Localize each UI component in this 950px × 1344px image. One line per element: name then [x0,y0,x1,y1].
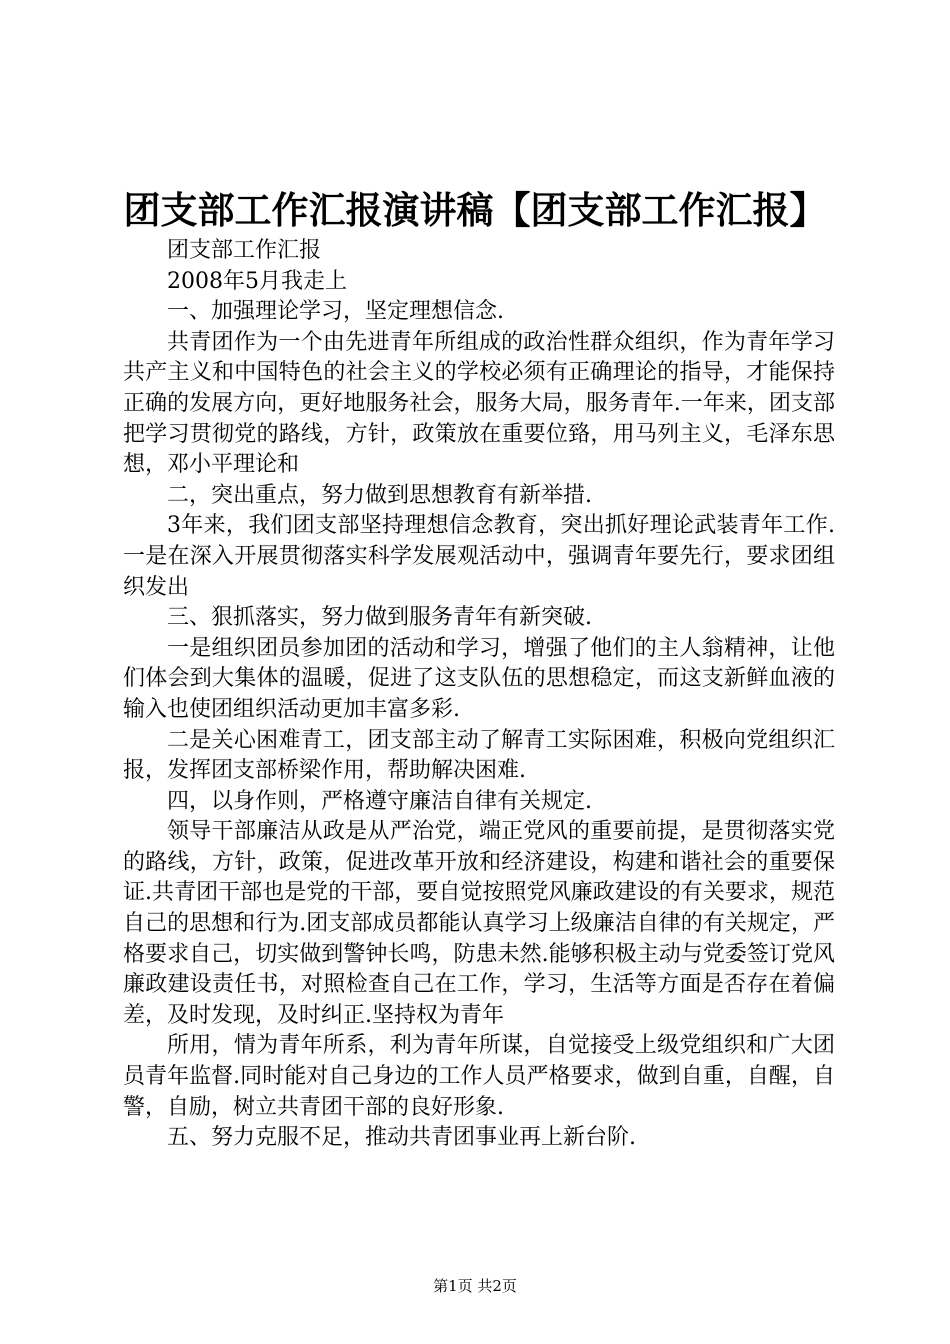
document-body [123,236,835,1154]
paragraph: 所用，情为青年所系，利为青年所谋，自觉接受上级党组织和广大团员青年监督.同时能对自己身边的工作人员严格要求，做到自重，自醒，自警，自励，树立共青团干部的良好形象. [123,1033,835,1120]
paragraph: 共青团作为一个由先进青年所组成的政治性群众组织，作为青年学习共产主义和中国特色的社会主义的学校必须有正确理论的指导，才能保持正确的发展方向，更好地服务社会，服务大局，服务青年.一年来，团支部把学习贯彻党的路线，方针，政策放在重要位臵，用马列主义，毛泽东思想，邓小平理论和 [123,329,835,478]
section-heading: 四，以身作则，严格遵守廉洁自律有关规定. [167,788,592,814]
paragraph: 一是组织团员参加团的活动和学习，增强了他们的主人翁精神，让他们体会到大集体的温暖，促进了这支队伍的思想稳定，而这支新鲜血液的输入也使团组织活动更加丰富多彩. [123,635,835,722]
paragraph: 2008年5月我走上 [167,268,347,294]
section-heading: 二，突出重点，努力做到思想教育有新举措. [167,482,592,508]
paragraph: 领导干部廉洁从政是从严治党，端正党风的重要前提，是贯彻落实党的路线，方针，政策，促进改革开放和经济建设，构建和谐社会的重要保证.共青团干部也是党的干部，要自觉按照党风廉政建设的有关要求，规范自己的思想和行为.团支部成员都能认真学习上级廉洁自律的有关规定，严格要求自己，切实做到警钟长鸣，防患未然.能够积极主动与党委签订党风廉政建设责任书，对照检查自己在工作，学习，生活等方面是否存在着偏差，及时发现，及时纠正.坚持权为青年 [123,819,835,1028]
page-number: 第1页 共2页 [433,1277,517,1295]
section-heading: 三、狠抓落实，努力做到服务青年有新突破. [167,605,592,631]
section-heading: 一、加强理论学习，坚定理想信念. [167,299,504,325]
paragraph: 二是关心困难青工，团支部主动了解青工实际困难，积极向党组织汇报，发挥团支部桥梁作用，帮助解决困难. [123,727,835,784]
paragraph: 3年来，我们团支部坚持理想信念教育，突出抓好理论武装青年工作.一是在深入开展贯彻落实科学发展观活动中，强调青年要先行，要求团组织发出 [123,513,835,600]
document-title: 团支部工作汇报演讲稿【团支部工作汇报】 [123,188,827,232]
section-heading: 五、努力克服不足，推动共青团事业再上新台阶. [167,1125,636,1151]
paragraph: 团支部工作汇报 [167,238,322,263]
